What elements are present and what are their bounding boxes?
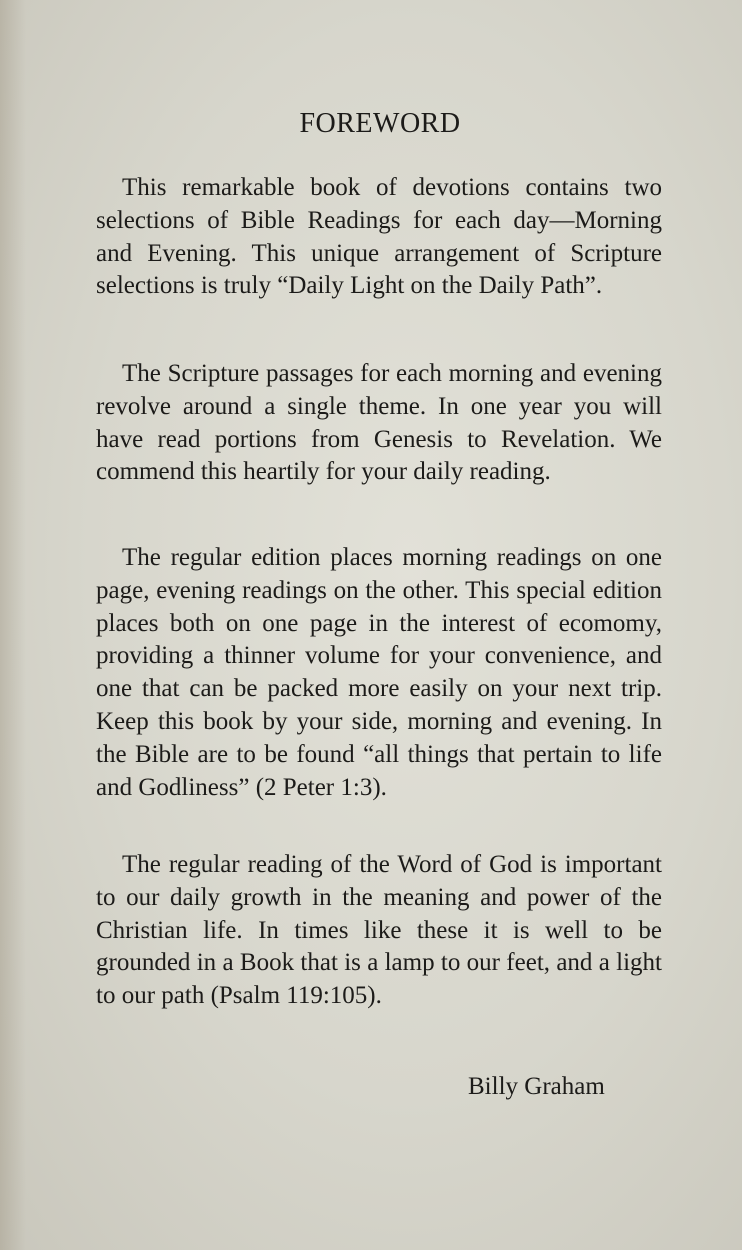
paragraph-3: The regular edition places morning readings on one page, evening readings on the other. This special edition places both on one page in the interest of ecomomy, providing a thinner volume for your convenience, and one that can be packed more easily on your next trip. Keep this book by your side, morning and evening. In the Bible are to be found “all things that pertain to life and Godliness” (2 Peter 1:3). — [96, 544, 662, 801]
paragraph-2: The Scripture passages for each morning and evening revolve around a single theme. In one year you will have read portions from Genesis to Revelation. We commend this heartily for your daily reading. — [96, 360, 662, 486]
page-edge-shadow — [0, 0, 26, 1250]
paragraph-4: The regular reading of the Word of God is important to our daily growth in the meaning and power of the Christian life. In times like these it is well to be grounded in a Book that is a lamp to our feet, and a light to our path (Psalm 119:105). — [96, 851, 662, 1010]
paragraph-1: This remarkable book of devotions contains two selections of Bible Readings for each day—Morning and Evening. This unique arrangement of Scripture selections is truly “Daily Light on the Daily Path”. — [96, 174, 662, 300]
page-title: FOREWORD — [299, 108, 461, 139]
author-signature: Billy Graham — [468, 1073, 605, 1100]
